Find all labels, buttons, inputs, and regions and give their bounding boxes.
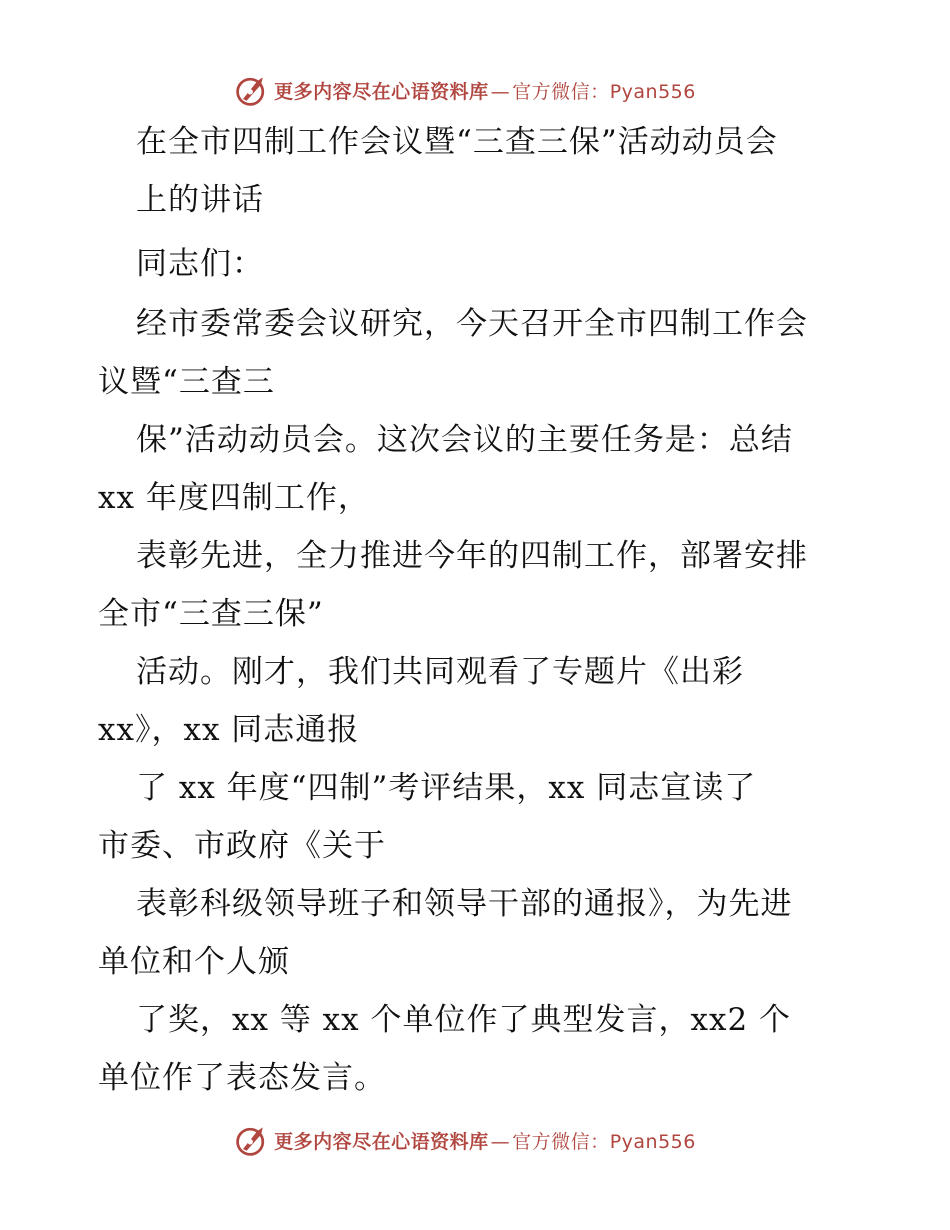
header-watermark-content <box>234 72 696 108</box>
pen-nib-logo-icon <box>234 1122 270 1158</box>
doc-paragraph-line: 全市“三查三保” <box>98 596 324 632</box>
footer-watermark-text <box>274 1127 696 1154</box>
doc-paragraph-line: 市委、市政府《关于 <box>98 828 386 864</box>
footer-watermark-content <box>234 1122 696 1158</box>
watermark-separator: — <box>490 1130 511 1153</box>
doc-paragraph-line: xx》，xx 同志通报 <box>98 712 360 748</box>
doc-paragraph-line: 表彰先进，全力推进今年的四制工作，部署安排 <box>136 538 808 574</box>
watermark-wechat-id: Pyan556 <box>609 80 696 103</box>
watermark-wechat-label: 官方微信： <box>512 80 610 103</box>
watermark-main-text: 更多内容尽在心语资料库 <box>274 80 489 103</box>
doc-title-line-1: 在全市四制工作会议暨“三查三保”活动动员会 <box>136 124 778 160</box>
watermark-separator: — <box>490 80 511 103</box>
doc-paragraph-line: xx 年度四制工作， <box>98 480 370 516</box>
header-watermark-text <box>274 77 696 104</box>
watermark-wechat-id: Pyan556 <box>609 1130 696 1153</box>
doc-paragraph-line: 保”活动动员会。这次会议的主要任务是：总结 <box>136 422 793 458</box>
doc-paragraph-line: 单位和个人颁 <box>98 944 290 980</box>
watermark-wechat-label: 官方微信： <box>512 1130 610 1153</box>
doc-paragraph-line: 经市委常委会议研究，今天召开全市四制工作会 <box>136 306 808 342</box>
watermark-main-text: 更多内容尽在心语资料库 <box>274 1130 489 1153</box>
doc-salutation: 同志们： <box>136 246 264 282</box>
footer-watermark-banner <box>0 1120 950 1160</box>
pen-nib-logo-icon <box>234 72 270 108</box>
doc-paragraph-line: 表彰科级领导班子和领导干部的通报》，为先进 <box>136 886 793 922</box>
doc-paragraph-line: 单位作了表态发言。 <box>98 1060 386 1096</box>
header-watermark-banner <box>0 70 950 110</box>
doc-paragraph-line: 了 xx 年度“四制”考评结果，xx 同志宣读了 <box>136 770 757 806</box>
doc-title-line-2: 上的讲话 <box>136 182 264 218</box>
doc-paragraph-line: 议暨“三查三 <box>98 364 275 400</box>
doc-paragraph-line: 了奖，xx 等 xx 个单位作了典型发言，xx2 个 <box>136 1002 792 1038</box>
doc-paragraph-line: 活动。刚才，我们共同观看了专题片《出彩 <box>136 654 744 690</box>
